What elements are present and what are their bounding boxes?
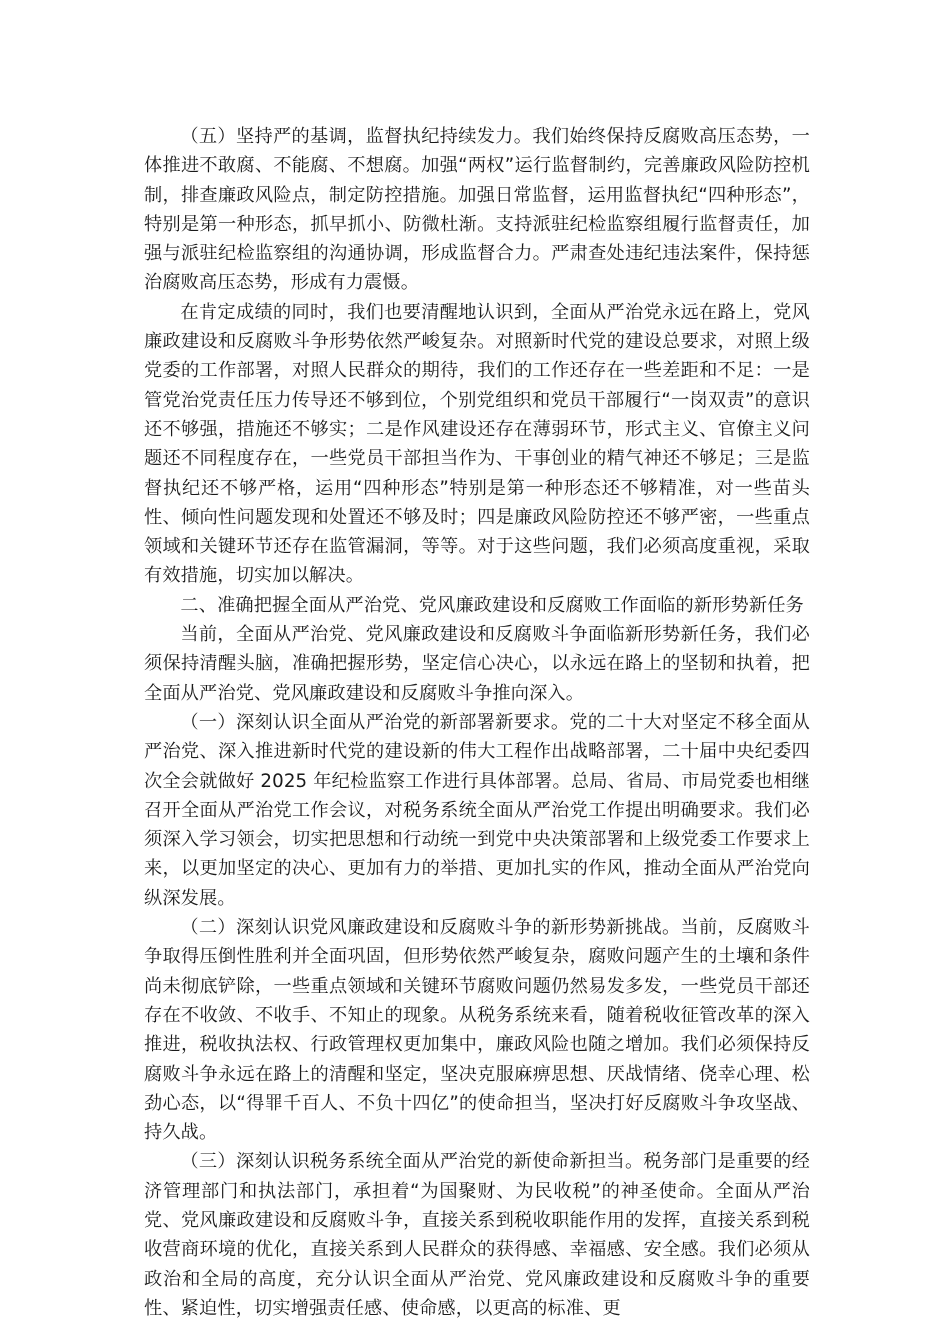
paragraph-current-situation: 当前，全面从严治党、党风廉政建设和反腐败斗争面临新形势新任务，我们必须保持清醒头脑，准确把握形势，坚定信心决心，以永远在路上的坚韧和执着，把全面从严治党、党风廉政建设和反腐败斗争推向深入。 [144,624,810,704]
section-heading-new-situation: 二、准确把握全面从严治党、党风廉政建设和反腐败工作面临的新形势新任务 [180,594,804,616]
paragraph-shortcomings: 在肯定成绩的同时，我们也要清醒地认识到，全面从严治党永远在路上，党风廉政建设和反腐败斗争形势依然严峻复杂。对照新时代党的建设总要求，对照上级党委的工作部署，对照人民群众的期待，我们的工作还存在一些差距和不足：一是管党治党责任压力传导还不够到位，个别党组织和党员干部履行“一岗双责”的意识还不够强，措施还不够实；二是作风建设还存在薄弱环节，形式主义、官僚主义问题还不同程度存在，一些党员干部担当作为、干事创业的精气神还不够足；三是监督执纪还不够严格，运用“四种形态”特别是第一种形态还不够精准，对一些苗头性、倾向性问题发现和处置还不够及时；四是廉政风险防控还不够严密，一些重点领域和关键环节还存在监管漏洞，等等。对于这些问题，我们必须高度重视，采取有效措施，切实加以解决。 [144,301,810,587]
paragraph-new-challenges: （二）深刻认识党风廉政建设和反腐败斗争的新形势新挑战。当前，反腐败斗争取得压倒性胜利并全面巩固，但形势依然严峻复杂，腐败问题产生的土壤和条件尚未彻底铲除，一些重点领域和关键环节腐败问题仍然易发多发，一些党员干部还存在不收敛、不收手、不知止的现象。从税务系统来看，随着税收征管改革的深入推进，税收执法权、行政管理权更加集中，廉政风险也随之增加。我们必须保持反腐败斗争永远在路上的清醒和坚定，坚决克服麻痹思想、厌战情绪、侥幸心理、松劲心态，以“得罪千百人、不负十四亿”的使命担当，坚决打好反腐败斗争攻坚战、持久战。 [144,917,810,1144]
document-page [144,122,810,1323]
paragraph-strict-tone-supervision: （五）坚持严的基调，监督执纪持续发力。我们始终保持反腐败高压态势，一体推进不敢腐、不能腐、不想腐。加强“两权”运行监督制约，完善廉政风险防控机制，排查廉政风险点，制定防控措施。加强日常监督，运用监督执纪“四种形态”，特别是第一种形态，抓早抓小、防微杜渐。支持派驻纪检监察组履行监督责任，加强与派驻纪检监察组的沟通协调，形成监督合力。严肃查处违纪违法案件，保持惩治腐败高压态势，形成有力震慑。 [144,126,810,294]
paragraph-new-mission: （三）深刻认识税务系统全面从严治党的新使命新担当。税务部门是重要的经济管理部门和执法部门，承担着“为国聚财、为民收税”的神圣使命。全面从严治党、党风廉政建设和反腐败斗争，直接关系到税收职能作用的发挥，直接关系到税收营商环境的优化，直接关系到人民群众的获得感、幸福感、安全感。我们必须从政治和全局的高度，充分认识全面从严治党、党风廉政建设和反腐败斗争的重要性、紧迫性，切实增强责任感、使命感，以更高的标准、更 [144,1151,810,1319]
paragraph-new-deployment: （一）深刻认识全面从严治党的新部署新要求。党的二十大对坚定不移全面从严治党、深入推进新时代党的建设新的伟大工程作出战略部署，二十届中央纪委四次全会就做好 2025 年纪检监察工作进行具体部署。总局、省局、市局党委也相继召开全面从严治党工作会议，对税务系统全面从严治党工作提出明确要求。我们必须深入学习领会，切实把思想和行动统一到党中央决策部署和上级党委工作要求上来，以更加坚定的决心、更加有力的举措、更加扎实的作风，推动全面从严治党向纵深发展。 [144,711,810,909]
